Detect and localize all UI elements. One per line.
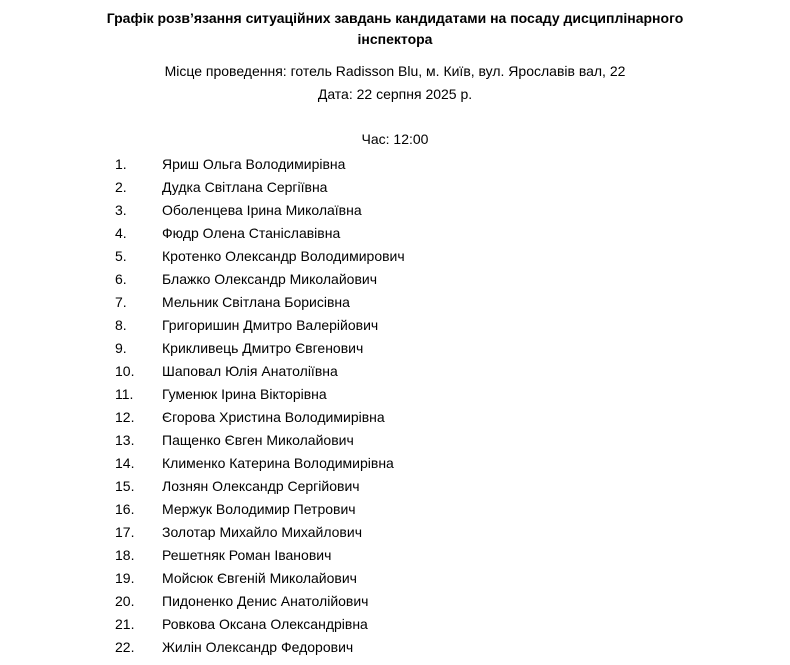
candidate-name: Крикливець Дмитро Євгенович	[162, 340, 364, 356]
item-number: 11.	[115, 386, 134, 402]
candidate-name: Оболенцева Ірина Миколаївна	[162, 202, 362, 218]
item-number: 4.	[115, 225, 127, 241]
list-item	[0, 199, 790, 222]
list-item	[0, 245, 790, 268]
list-item	[0, 406, 790, 429]
item-number: 8.	[115, 317, 127, 333]
item-number: 2.	[115, 179, 127, 195]
list-item	[0, 360, 790, 383]
item-number: 1.	[115, 156, 127, 172]
item-number: 10.	[115, 363, 135, 379]
item-number: 5.	[115, 248, 127, 264]
candidate-name: Ровкова Оксана Олександрівна	[162, 616, 368, 632]
candidate-name: Мельник Світлана Борисівна	[162, 294, 350, 310]
candidate-name: Мойсюк Євгеній Миколайович	[162, 570, 357, 586]
candidate-name: Клименко Катерина Володимирівна	[162, 455, 394, 471]
candidate-name: Блажко Олександр Миколайович	[162, 271, 377, 287]
item-number: 22.	[115, 639, 135, 655]
list-item	[0, 153, 790, 176]
document-title: Графік розв’язання ситуаційних завдань кандидатами на посаду дисциплінарного інспектора	[106, 10, 684, 47]
list-item	[0, 498, 790, 521]
list-item	[0, 176, 790, 199]
candidate-name: Фюдр Олена Станіславівна	[162, 225, 341, 241]
item-number: 3.	[115, 202, 127, 218]
candidate-name: Кротенко Олександр Володимирович	[162, 248, 405, 264]
list-item	[0, 383, 790, 406]
list-item	[0, 590, 790, 613]
item-number: 19.	[115, 570, 135, 586]
candidate-name: Решетняк Роман Іванович	[162, 547, 332, 563]
list-item	[0, 521, 790, 544]
candidate-name: Пидоненко Денис Анатолійович	[162, 593, 369, 609]
item-number: 17.	[115, 524, 135, 540]
list-item	[0, 475, 790, 498]
item-number: 12.	[115, 409, 135, 425]
time-line: Час: 12:00	[361, 131, 429, 147]
item-number: 21.	[115, 616, 135, 632]
list-item	[0, 222, 790, 245]
candidate-name: Дудка Світлана Сергіївна	[162, 179, 328, 195]
item-number: 13.	[115, 432, 135, 448]
list-item	[0, 544, 790, 567]
candidate-name: Золотар Михайло Михайлович	[162, 524, 362, 540]
venue-line: Місце проведення: готель Radisson Blu, м. Київ, вул. Ярославів вал, 22	[164, 63, 626, 79]
item-number: 16.	[115, 501, 135, 517]
list-item	[0, 314, 790, 337]
item-number: 15.	[115, 478, 135, 494]
item-number: 18.	[115, 547, 135, 563]
candidate-name: Гуменюк Ірина Вікторівна	[162, 386, 327, 402]
item-number: 20.	[115, 593, 135, 609]
candidate-name: Пащенко Євген Миколайович	[162, 432, 354, 448]
list-item	[0, 613, 790, 636]
candidate-name: Шаповал Юлія Анатоліївна	[162, 363, 338, 379]
list-item	[0, 567, 790, 590]
candidate-name: Мержук Володимир Петрович	[162, 501, 356, 517]
candidate-name: Яриш Ольга Володимирівна	[162, 156, 346, 172]
candidate-name: Лознян Олександр Сергійович	[162, 478, 360, 494]
list-item	[0, 337, 790, 360]
list-item	[0, 268, 790, 291]
item-number: 6.	[115, 271, 127, 287]
list-item	[0, 452, 790, 475]
candidate-name: Жилін Олександр Федорович	[162, 639, 354, 655]
item-number: 7.	[115, 294, 127, 310]
item-number: 14.	[115, 455, 135, 471]
list-item	[0, 636, 790, 659]
date-line: Дата: 22 серпня 2025 р.	[317, 86, 473, 102]
list-item	[0, 429, 790, 452]
candidate-name: Григоришин Дмитро Валерійович	[162, 317, 379, 333]
item-number: 9.	[115, 340, 127, 356]
candidate-name: Єгорова Христина Володимирівна	[162, 409, 385, 425]
list-item	[0, 291, 790, 314]
candidate-list	[0, 153, 790, 659]
